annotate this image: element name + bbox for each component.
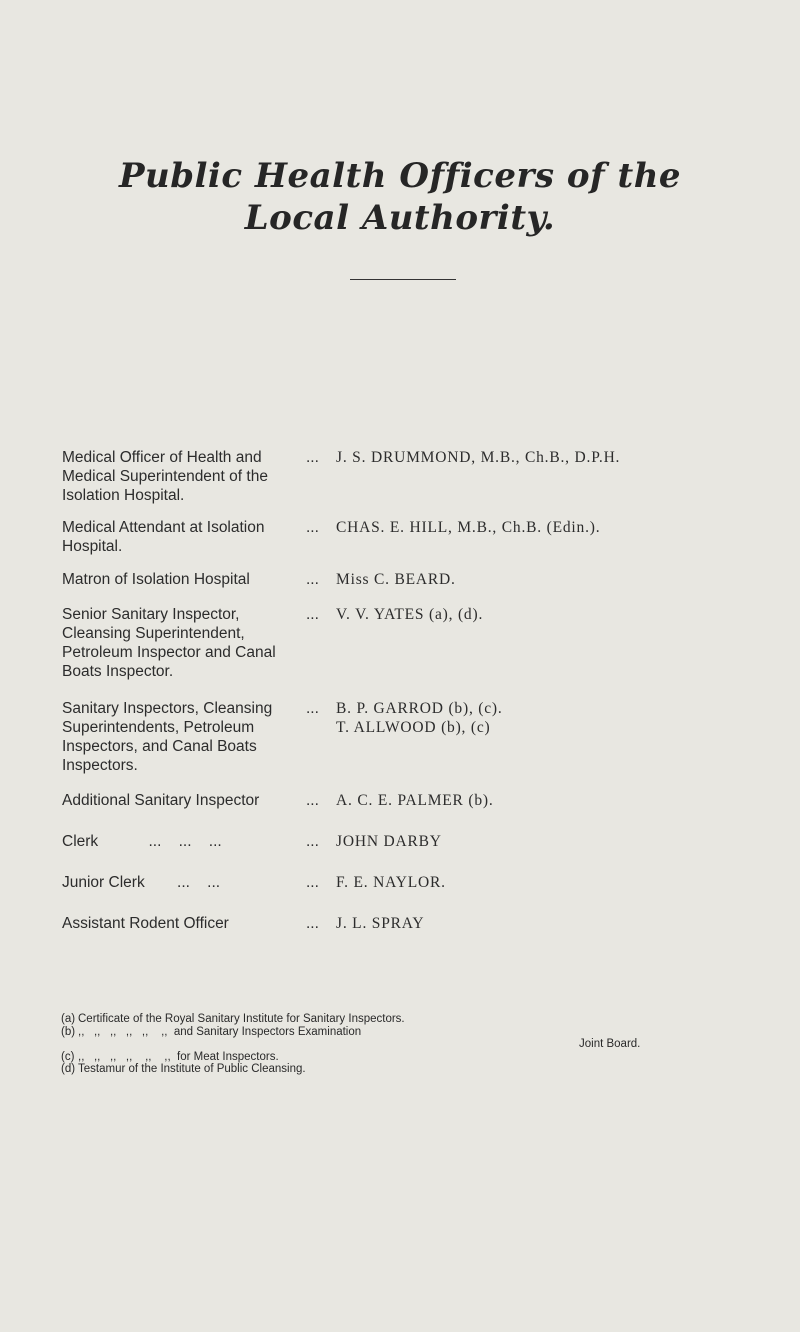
officer-entry xyxy=(62,699,792,775)
footnote-text: Testamur of the Institute of Public Cleansing. xyxy=(78,1063,306,1075)
page-title-line-1: Public Health Officers of the xyxy=(118,156,682,196)
officer-name: JOHN DARBY xyxy=(336,833,442,850)
officer-role: Junior Clerk xyxy=(62,874,145,891)
officer-name: A. C. E. PALMER (b). xyxy=(336,792,494,809)
officer-name: CHAS. E. HILL, M.B., Ch.B. (Edin.). xyxy=(336,519,601,536)
dot-leader: ... xyxy=(306,792,319,809)
footnote-text: ,, ,, ,, ,, ,, ,, for Meat Inspectors. xyxy=(78,1050,279,1063)
footnote-text-continued: Joint Board. xyxy=(579,1038,641,1050)
dot-leader: ... xyxy=(306,519,319,536)
dot-leader: ... xyxy=(306,874,319,891)
footnote-text: ,, ,, ,, ,, ,, ,, and Sanitary Inspectors Examination xyxy=(78,1025,362,1038)
officer-entry xyxy=(62,448,792,505)
dot-leader: ... xyxy=(306,833,319,850)
officer-name: B. P. GARROD (b), (c). xyxy=(336,700,503,717)
officer-role: Assistant Rodent Officer xyxy=(62,915,229,932)
footnote-mark: (a) xyxy=(61,1013,76,1025)
officer-role: Sanitary Inspectors, Cleansing Superintendents, Petroleum Inspectors, and Canal Boats Inspectors. xyxy=(62,700,273,774)
officer-name: F. E. NAYLOR. xyxy=(336,874,446,891)
officer-entry xyxy=(62,605,792,681)
dot-leader: ... xyxy=(306,915,319,932)
footnotes xyxy=(61,1013,800,1076)
footnote xyxy=(61,1013,800,1026)
officer-entry xyxy=(62,518,792,556)
officer-name: Miss C. BEARD. xyxy=(336,571,456,588)
officer-entry xyxy=(62,791,792,810)
dot-leader: ... xyxy=(306,571,319,588)
footnote xyxy=(61,1051,800,1064)
footnote xyxy=(61,1063,800,1076)
officer-name: J. S. DRUMMOND, M.B., Ch.B., D.P.H. xyxy=(336,449,621,466)
officer-role: Medical Officer of Health and Medical Superintendent of the Isolation Hospital. xyxy=(62,449,268,504)
dot-leader: ... xyxy=(306,606,319,623)
footnote-mark: (b) xyxy=(61,1025,76,1038)
footnote xyxy=(61,1026,800,1039)
officer-name: V. V. YATES (a), (d). xyxy=(336,606,484,623)
officer-entry xyxy=(62,914,792,933)
footnote-mark: (d) xyxy=(61,1063,76,1075)
officer-name: T. ALLWOOD (b), (c) xyxy=(336,719,491,736)
officer-role: Additional Sanitary Inspector xyxy=(62,792,260,809)
officers-list xyxy=(62,448,792,933)
officer-entry xyxy=(62,832,792,851)
officer-role: Clerk xyxy=(62,833,99,850)
officer-role: Senior Sanitary Inspector, Cleansing Superintendent, Petroleum Inspector and Canal Boats Inspector. xyxy=(62,606,276,680)
officer-entry xyxy=(62,873,792,892)
officer-role: Matron of Isolation Hospital xyxy=(62,571,250,588)
dot-leader: ... xyxy=(306,449,319,466)
officer-entry xyxy=(62,570,792,589)
dot-leader: ... ... ... xyxy=(148,833,222,850)
officer-name: J. L. SPRAY xyxy=(336,915,425,932)
dot-leader: ... xyxy=(306,700,319,717)
officer-role: Medical Attendant at Isolation Hospital. xyxy=(62,519,265,555)
dot-leader: ... ... xyxy=(177,874,221,891)
footnote-text: Certificate of the Royal Sanitary Institute for Sanitary Inspectors. xyxy=(78,1013,405,1025)
title-divider xyxy=(350,279,456,280)
footnote-mark: (c) xyxy=(61,1050,75,1063)
page-title-line-2: Local Authority. xyxy=(244,198,556,238)
